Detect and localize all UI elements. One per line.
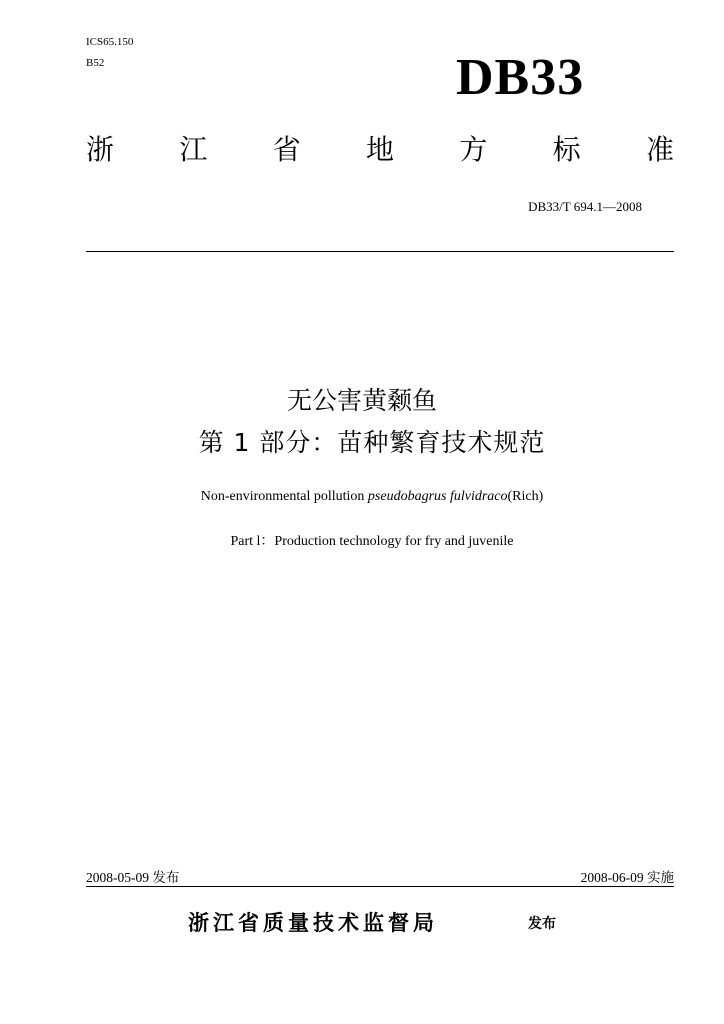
title-en-suffix: (Rich): [507, 489, 544, 504]
standard-number: DB33/T 694.1—2008: [528, 199, 642, 214]
title-cn-main: 无公害黄颡鱼: [286, 386, 437, 415]
title-en-species: pseudobagrus fulvidraco: [367, 489, 508, 504]
title-en-part: Part l：Production technology for fry and juvenile: [230, 534, 514, 549]
standard-code-logo: DB33: [456, 49, 585, 106]
standard-type-char: 准: [645, 133, 674, 166]
standard-type-char: 标: [552, 133, 581, 166]
publisher-name: 浙江省质量技术监督局: [188, 911, 438, 935]
title-cn-part: 第 1 部分：苗种繁育技术规范: [198, 428, 546, 457]
standard-type-char: 浙: [86, 133, 115, 166]
standard-type-char: 省: [272, 133, 301, 166]
implementation-date: 2008-06-09 实施: [580, 870, 674, 885]
header-divider: [86, 251, 674, 252]
standard-type-char: 地: [365, 133, 394, 166]
title-en-main: [0, 489, 724, 505]
classification-code: B52: [86, 57, 105, 69]
publisher-suffix: 发布: [528, 916, 556, 932]
standard-type-heading: [86, 133, 674, 166]
issue-date: 2008-05-09 发布: [86, 870, 180, 885]
ics-code: ICS65.150: [86, 36, 134, 48]
footer-divider: [86, 886, 674, 887]
title-en-prefix: Non-environmental pollution: [200, 489, 368, 504]
standard-type-char: 方: [459, 133, 488, 166]
standard-type-char: 江: [179, 133, 208, 166]
